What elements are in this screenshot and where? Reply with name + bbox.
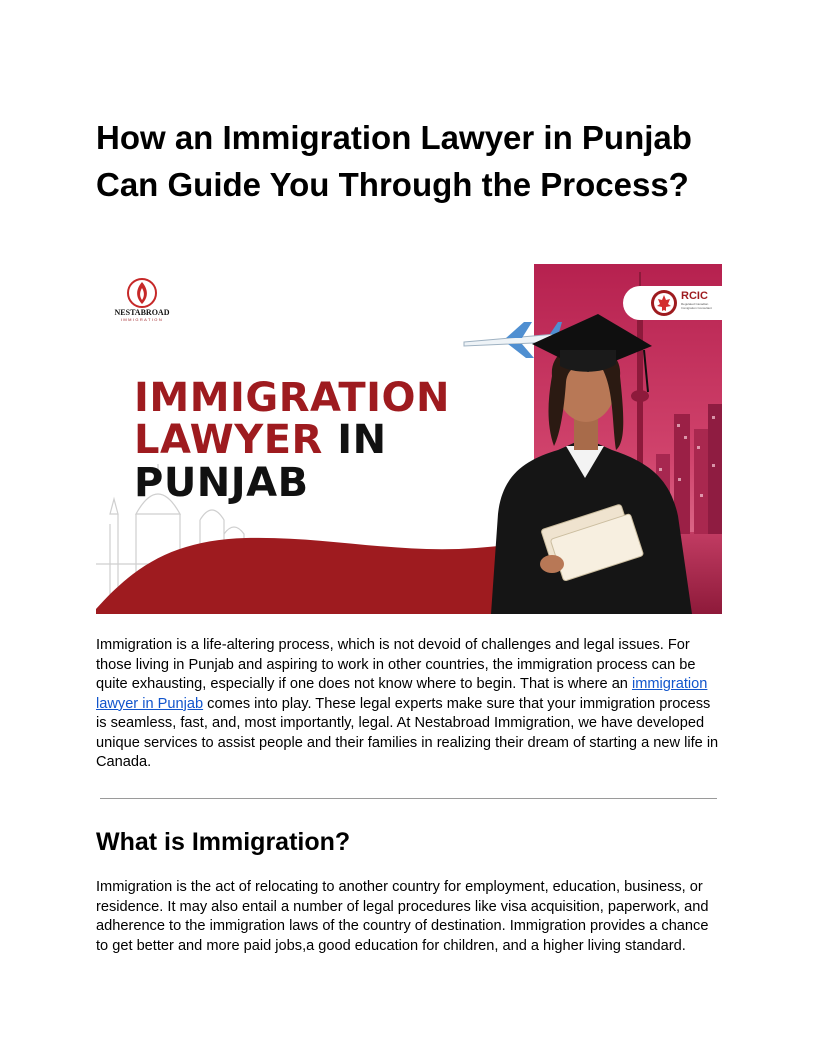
intro-text-end: comes into play. These legal experts make sure that your immigration process is seamless, fast, and, most importantly, legal. At Nestabroad Immigration, we have developed unique services to assist people and their families in realizing their dream of starting a new life in Canada. bbox=[96, 695, 719, 770]
rcic-title: RCIC bbox=[681, 290, 708, 302]
page-title: How an Immigration Lawyer in Punjab Can Guide You Through the Process? bbox=[96, 119, 692, 203]
immigration-lawyer-link[interactable]: immigration lawyer in Punjab bbox=[96, 676, 708, 712]
rcic-line-1: Regulated Canadian bbox=[681, 302, 709, 306]
banner-headline-line-3: PUNJAB bbox=[134, 460, 309, 506]
logo-emblem-icon bbox=[127, 278, 157, 308]
intro-text-start: Immigration is a life-altering process, which is not devoid of challenges and legal issues. For those living in Punjab and aspiring to work in other countries, the immigration process can be quite exhausting, especially if one does not know where to begin. That is where an bbox=[96, 637, 696, 692]
banner-headline-line-2 bbox=[134, 417, 387, 463]
intro-paragraph bbox=[96, 636, 724, 773]
banner-image bbox=[96, 264, 722, 614]
nestabroad-logo bbox=[112, 278, 172, 322]
banner-headline-in: IN bbox=[337, 417, 387, 463]
logo-brand-sub: IMMIGRATION bbox=[120, 317, 164, 322]
banner-headline-line-1: IMMIGRATION bbox=[134, 375, 451, 421]
banner-headline-lawyer: LAWYER bbox=[134, 417, 323, 463]
section-heading: What is Immigration? bbox=[96, 828, 351, 856]
logo-brand-name: NESTABROAD bbox=[114, 308, 170, 317]
section-paragraph: Immigration is the act of relocating to another country for employment, education, business, or residence. It may also entail a number of legal procedures like visa acquisition, paperwork, and adherence to the immigration laws of the country of destination. Immigration provides a chance to get better and more paid jobs,a good education for children, and a higher living standard. bbox=[96, 879, 709, 954]
section-divider bbox=[100, 798, 717, 799]
rcic-line-2: Immigration Consultant bbox=[681, 306, 712, 310]
rcic-badge-text bbox=[681, 290, 721, 310]
